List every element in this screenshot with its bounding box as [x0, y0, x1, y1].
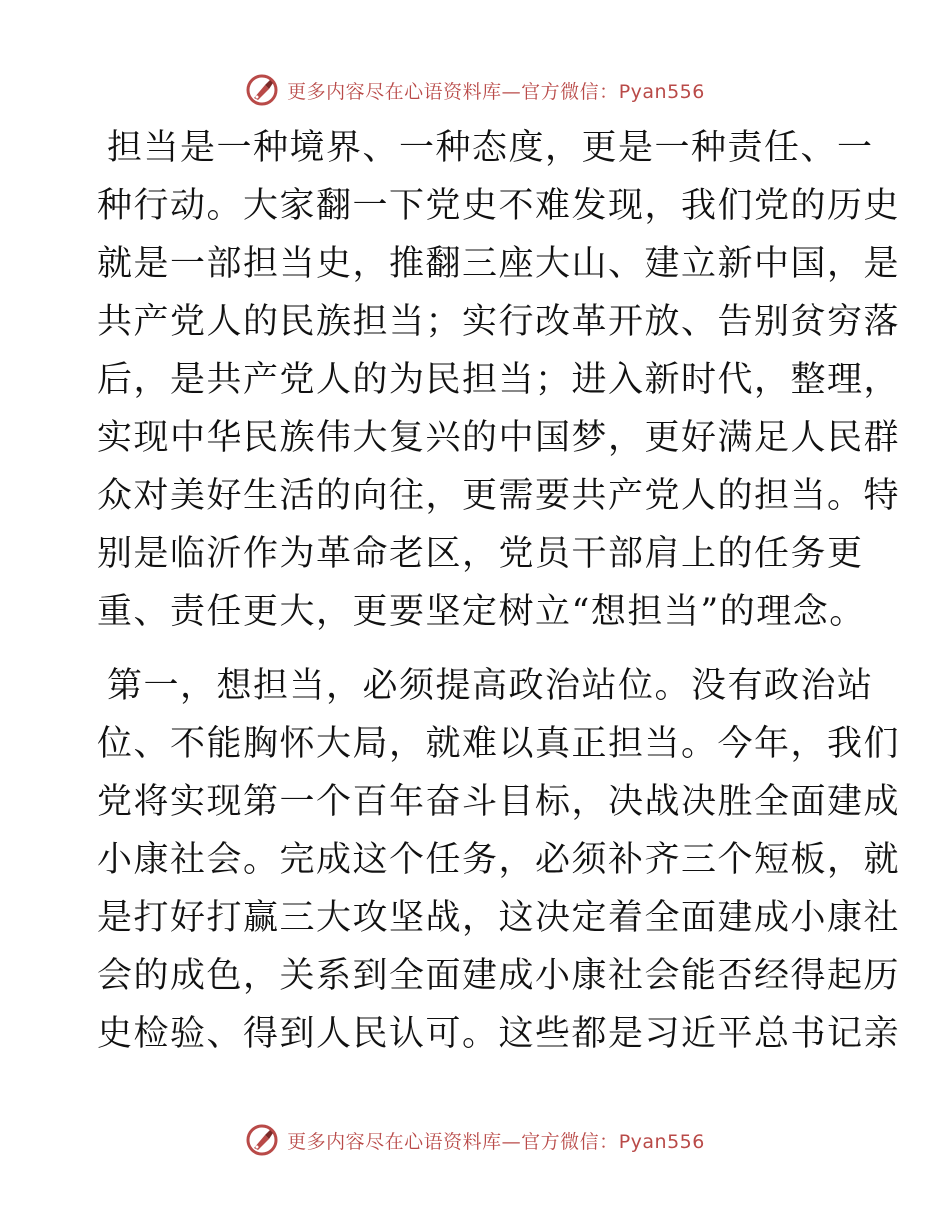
paragraph-line: 党将实现第一个百年奋斗目标，决战决胜全面建成 [97, 782, 901, 822]
paragraph-line: 第一，想担当，必须提高政治站位。没有政治站 [107, 666, 874, 706]
paragraph-line: 是打好打赢三大攻坚战，这决定着全面建成小康社 [97, 898, 901, 938]
paragraph-line: 史检验、得到人民认可。这些都是习近平总书记亲 [97, 1014, 901, 1054]
footer-banner [0, 1120, 950, 1160]
paragraph-line: 位、不能胸怀大局，就难以真正担当。今年，我们 [97, 724, 901, 764]
header-separator: — [501, 80, 522, 103]
footer-site-text: 更多内容尽在心语资料库 [287, 1130, 502, 1153]
paragraph-line: 实现中华民族伟大复兴的中国梦，更好满足人民群 [97, 418, 901, 458]
paragraph-line: 重、责任更大，更要坚定树立“想担当”的理念。 [97, 592, 866, 632]
pen-nib-logo-icon [245, 1123, 279, 1157]
header-site-text: 更多内容尽在心语资料库 [287, 80, 502, 103]
paragraph-line: 众对美好生活的向往，更需要共产党人的担当。特 [97, 476, 901, 516]
header-banner [0, 70, 950, 110]
paragraph-line: 担当是一种境界、一种态度，更是一种责任、一 [107, 128, 874, 168]
paragraph-line: 别是临沂作为革命老区，党员干部肩上的任务更 [97, 534, 864, 574]
footer-banner-text [287, 1127, 705, 1154]
header-wechat-label: 官方微信： [521, 80, 619, 103]
paragraph-line: 后，是共产党人的为民担当；进入新时代，整理， [97, 360, 901, 400]
footer-wechat-id: Pyan556 [618, 1130, 705, 1153]
footer-separator: — [501, 1130, 522, 1153]
header-wechat-id: Pyan556 [618, 80, 705, 103]
pen-nib-logo-icon [245, 73, 279, 107]
paragraph-line: 会的成色，关系到全面建成小康社会能否经得起历 [97, 956, 901, 996]
paragraph-line: 共产党人的民族担当；实行改革开放、告别贫穷落 [97, 302, 901, 342]
paragraph-line: 种行动。大家翻一下党史不难发现，我们党的历史 [97, 186, 901, 226]
paragraph-line: 就是一部担当史，推翻三座大山、建立新中国，是 [97, 244, 901, 284]
paragraph-line: 小康社会。完成这个任务，必须补齐三个短板，就 [97, 840, 901, 880]
header-banner-text [287, 77, 705, 104]
footer-wechat-label: 官方微信： [521, 1130, 619, 1153]
